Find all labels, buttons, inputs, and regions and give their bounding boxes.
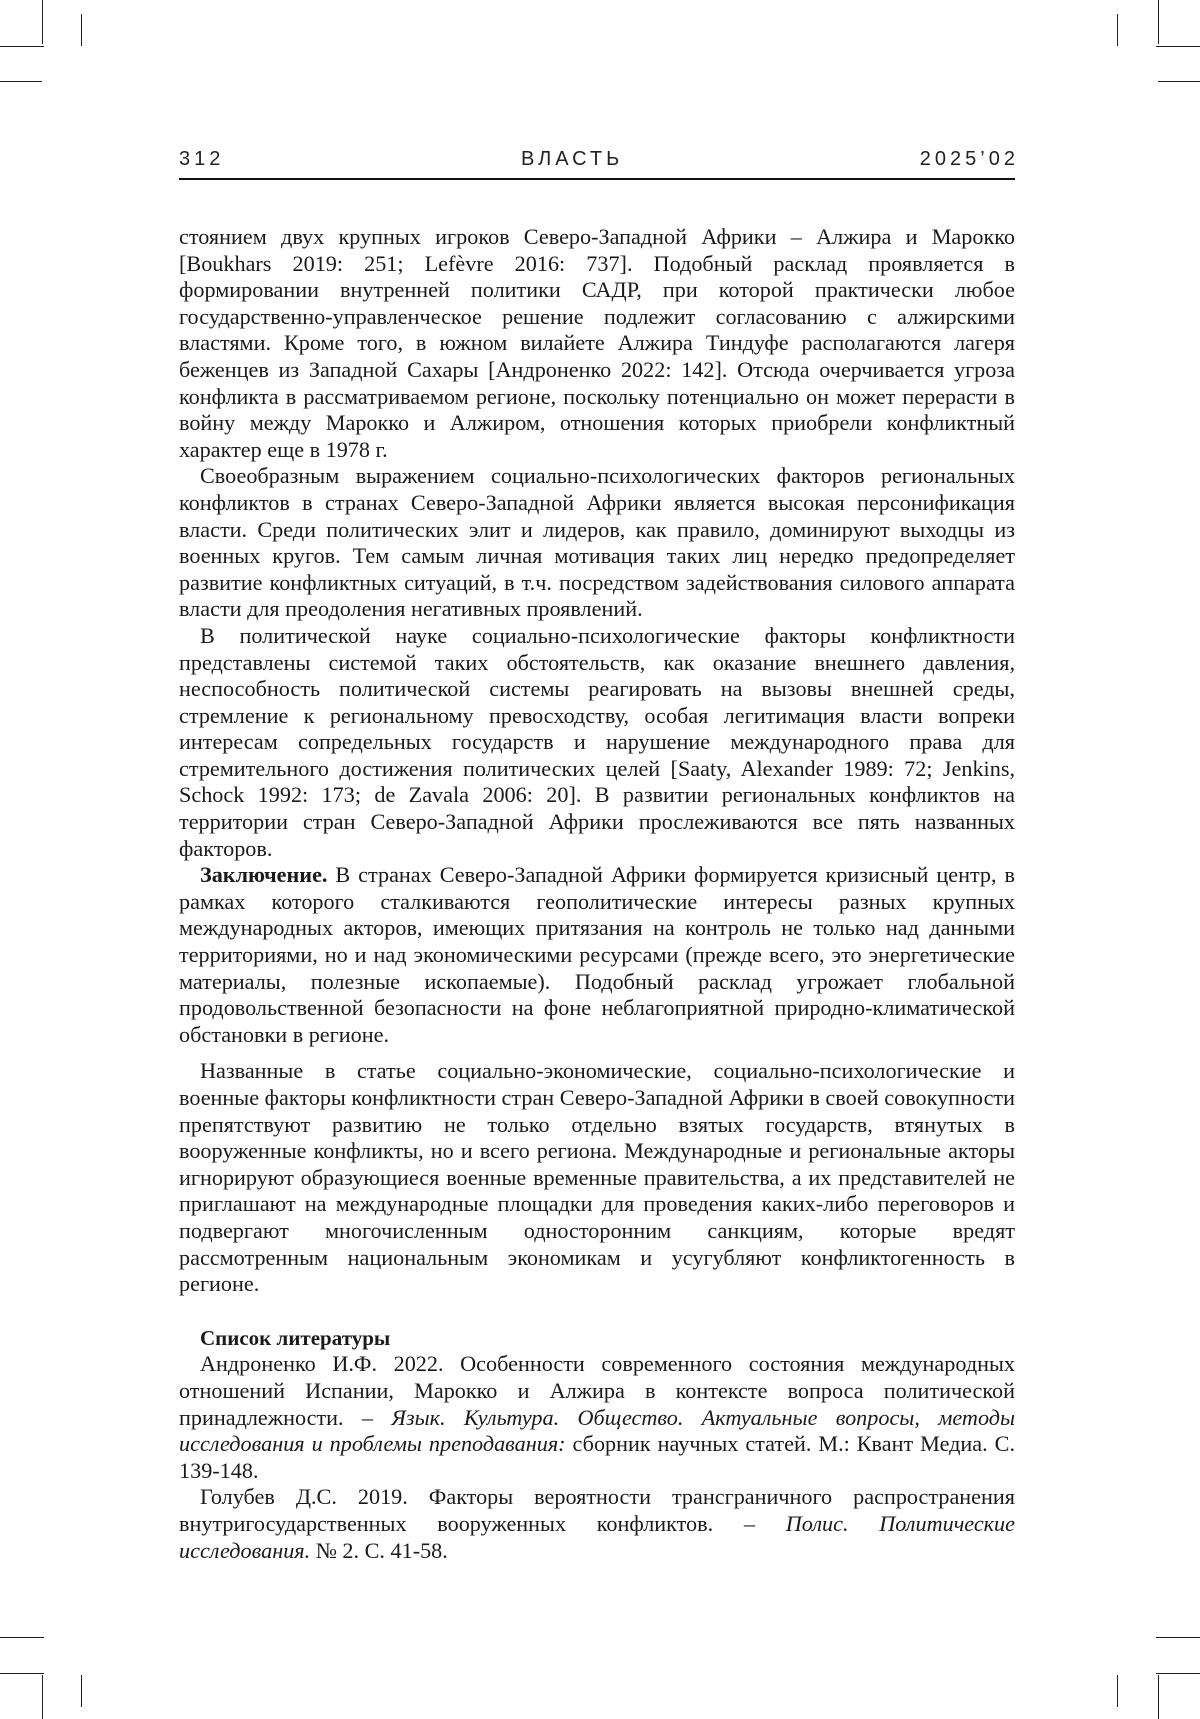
paragraph: стоянием двух крупных игроков Северо-Западной Африки – Алжира и Марокко [Boukhars 2019: 251; Lefèvre 2016: 737]. Подобный расклад проявляется в формировании внутренней политики САДР, при которой практически любое государственно-управленческое решение подлежит согласованию с алжирскими властями. Кроме того, в южном вилайете Алжира Тиндуфе располагаются лагеря беженцев из Западной Сахары [Андроненко 2022: 142]. Отсюда очерчивается угроза конфликта в рассматриваемом регионе, поскольку потенциально он может перерасти в войну между Марокко и Алжиром, отношения которых приобрели конфликтный характер еще в 1978 г. [179,224,1015,462]
crop-mark [1156,1673,1200,1674]
conclusion-text: В странах Северо-Западной Африки формируется кризисный центр, в рамках которого сталкиваются геополитические интересы разных крупных международных акторов, имеющих притязания на контроль не только над данными территориями, но и над экономическими ресурсами (прежде всего, это энергетические материалы, полезные ископаемые). Подобный расклад угрожает глобальной продовольственной безопасности на фоне неблагоприятной природно-климатической обстановки в регионе. [179,862,1015,1047]
references-section [179,1325,1015,1564]
crop-mark [1158,1675,1159,1719]
crop-mark [0,1673,44,1674]
paragraph: В политической науке социально-психологические факторы конфликтности представлены системой таких обстоятельств, как оказание внешнего давления, неспособность политической системы реагировать на вызовы внешней среды, стремление к региональному превосходству, особая легитимация власти вопреки интересам сопредельных государств и нарушение международного права для стремительного достижения политических целей [Saaty, Alexander 1989: 72; Jenkins, Schock 1992: 173; de Zavala 2006: 20]. В развитии региональных конфликтов на территории стран Северо-Западной Африки прослеживаются все пять названных факторов. [179,622,1015,861]
crop-mark [0,1637,44,1638]
conclusion-paragraph [179,862,1015,1048]
conclusion-heading: Заключение. [200,862,328,888]
paragraph: Своеобразным выражением социально-психологических факторов региональных конфликтов в странах Северо-Западной Африки является высокая персонификация власти. Среди политических элит и лидеров, как правило, доминируют выходцы из военных кругов. Тем самым личная мотивация таких лиц нередко предопределяет развитие конфликтных ситуаций, в т.ч. посредством задействования силового аппарата власти для преодоления негативных проявлений. [179,463,1015,622]
journal-page [179,148,1019,1564]
journal-title: ВЛАСТЬ [520,148,624,170]
crop-mark [42,1675,43,1719]
crop-mark [1156,1637,1200,1638]
article-body [179,224,1015,1564]
crop-mark [81,1675,82,1707]
crop-mark [81,14,82,46]
crop-mark [42,0,43,44]
paragraph: Названные в статье социально-экономические, социально-психологические и военные факторы конфликтности стран Северо-Западной Африки в своей совокупности препятствуют развитию не только отдельно взятых государств, втянутых в вооруженные конфликты, но и всего региона. Международные и региональные акторы игнорируют образующиеся военные временные правительства, а их представителей не приглашают на международные площадки для проведения каких-либо переговоров и подвергают многочисленным односторонним санкциям, которые вредят рассмотренным национальным экономикам и усугубляют конфликтогенность в регионе. [179,1058,1015,1297]
running-head [179,148,1019,180]
crop-mark [1156,46,1200,47]
issue-number: 2025’02 [919,148,1019,170]
references-heading: Список литературы [200,1325,391,1350]
reference-item: Голубев Д.С. 2019. Факторы вероятности трансграничного распространения внутригосударственных вооруженных конфликтов. – Полис. Политические исследования. № 2. С. 41-58. [179,1484,1015,1563]
crop-mark [1158,81,1200,82]
crop-mark [0,46,44,47]
crop-mark [1117,1675,1118,1707]
crop-mark [1158,0,1159,44]
crop-mark [0,81,42,82]
crop-mark [1117,14,1118,46]
page-number: 312 [179,148,225,170]
reference-item: Андроненко И.Ф. 2022. Особенности современного состояния международных отношений Испании, Марокко и Алжира в контексте вопроса политической принадлежности. – Язык. Культура. Общество. Актуальные вопросы, методы исследования и проблемы преподавания: сборник научных статей. М.: Квант Медиа. С. 139-148. [179,1351,1015,1483]
